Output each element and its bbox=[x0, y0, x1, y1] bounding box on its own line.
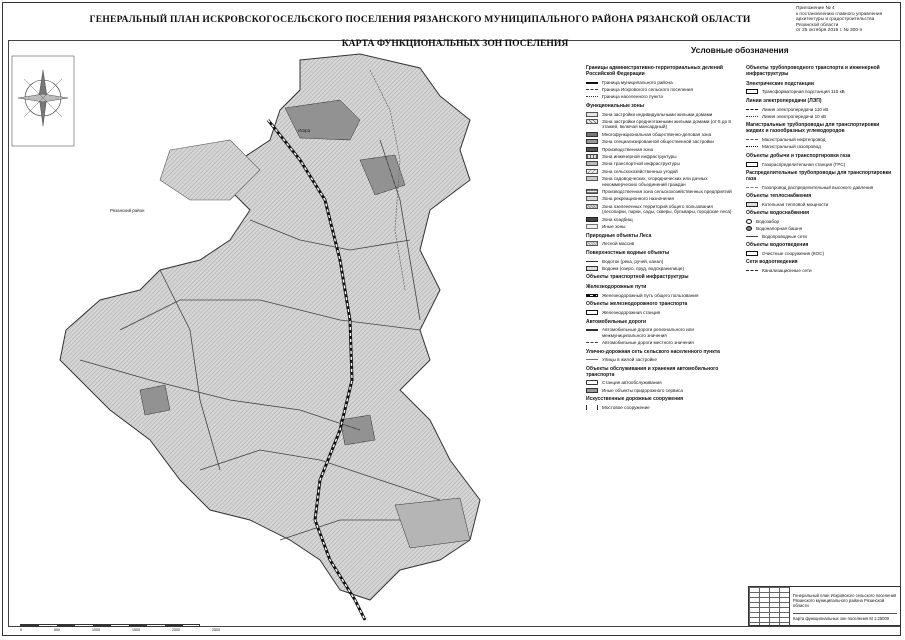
legend-item bbox=[746, 251, 896, 256]
legend-item bbox=[586, 169, 736, 174]
legend-item bbox=[746, 226, 896, 231]
legend-item bbox=[586, 224, 736, 229]
approval-line: Приложение № 4 bbox=[796, 6, 835, 11]
legend-item bbox=[586, 196, 736, 201]
legend-swatch bbox=[746, 146, 758, 148]
legend-swatch bbox=[746, 226, 752, 231]
legend-item-label: Трансформаторная подстанция 110 кВ bbox=[762, 89, 845, 95]
legend-item bbox=[586, 119, 736, 130]
legend-section-heading: Природные объекты Леса bbox=[586, 232, 652, 239]
legend-item-label: Автомобильные дороги регионального или межмуниципального значения bbox=[602, 327, 694, 338]
legend-swatch bbox=[586, 329, 598, 331]
legend-item bbox=[586, 189, 736, 194]
legend-swatch bbox=[746, 187, 758, 189]
legend-item bbox=[586, 327, 736, 338]
legend-item bbox=[586, 266, 736, 271]
legend-swatch bbox=[746, 270, 758, 272]
legend-item bbox=[586, 217, 736, 222]
legend-item-label: Зона садоводческих, огороднических или дачных некоммерческих объединений граждан bbox=[602, 176, 708, 187]
legend-section-heading: Объекты обслуживания и хранения автомобильного транспорта bbox=[586, 365, 719, 378]
legend-swatch bbox=[586, 224, 598, 229]
legend-item-label: Зона застройки индивидуальными жилыми домами bbox=[602, 111, 713, 117]
legend-item bbox=[586, 87, 736, 92]
legend-item bbox=[586, 357, 736, 362]
locator-inset bbox=[12, 56, 74, 146]
legend-swatch bbox=[746, 162, 758, 167]
legend-item bbox=[586, 241, 736, 246]
legend-item-label: Зона специализированной общественной застройки bbox=[602, 139, 714, 145]
legend-item-label: Зона сельскохозяйственных угодий bbox=[602, 168, 678, 174]
approval-line: к постановлению главного управления bbox=[796, 11, 883, 17]
legend-item bbox=[746, 219, 896, 224]
legend-item bbox=[586, 388, 736, 393]
legend-item bbox=[746, 137, 896, 142]
legend-section-heading: Поверхностные водные объекты bbox=[586, 249, 670, 256]
legend-item-label: Газопровод распределительный высокого давления bbox=[762, 184, 874, 190]
legend-swatch bbox=[586, 405, 598, 410]
map-title: ГЕНЕРАЛЬНЫЙ ПЛАН ИСКРОВСКОГОСЕЛЬСКОГО ПОСЕЛЕНИЯ РЯЗАНСКОГО МУНИЦИПАЛЬНОГО РАЙОНА РЯЗАНСКОЙ ОБЛАСТИ bbox=[89, 14, 751, 25]
legend-item-label: Очистные сооружения (КОС) bbox=[762, 251, 824, 257]
legend-section-heading: Функциональные зоны bbox=[586, 102, 644, 109]
legend-item-label: Железнодорожная станция bbox=[602, 310, 661, 316]
legend-item bbox=[746, 234, 896, 239]
legend-swatch bbox=[586, 132, 598, 137]
approval-line: Рязанской области bbox=[796, 22, 839, 28]
legend-item bbox=[586, 80, 736, 85]
scale-bar-graphic bbox=[20, 624, 200, 627]
place-label: Искра bbox=[298, 128, 311, 133]
legend-item bbox=[746, 268, 896, 273]
legend-item-label: Улицы в жилой застройке bbox=[602, 357, 657, 363]
legend-swatch bbox=[586, 82, 598, 84]
legend-item-label: Производственная зона bbox=[602, 146, 654, 152]
legend-item bbox=[586, 405, 736, 410]
legend-swatch bbox=[746, 89, 758, 94]
legend-item bbox=[586, 259, 736, 264]
legend-item-label: Магистральный газопровод bbox=[762, 144, 821, 150]
legend-item-label: Иные зоны bbox=[602, 224, 626, 230]
scale-label: 2500 bbox=[212, 628, 220, 632]
legend-swatch bbox=[586, 266, 598, 271]
legend-item bbox=[746, 162, 896, 167]
legend-item bbox=[586, 147, 736, 152]
legend-section-heading: Линии электропередачи (ЛЭП) bbox=[746, 97, 822, 104]
legend-item bbox=[746, 89, 896, 94]
legend-swatch bbox=[586, 169, 598, 174]
legend-swatch bbox=[586, 89, 598, 91]
legend-item bbox=[586, 310, 736, 315]
legend-column-left bbox=[586, 62, 736, 410]
scale-label: 1500 bbox=[132, 628, 140, 632]
legend-swatch bbox=[586, 294, 598, 297]
legend-item bbox=[746, 144, 896, 149]
legend-section-heading: Объекты железнодорожного транспорта bbox=[586, 301, 688, 308]
legend-item bbox=[586, 161, 736, 166]
title-block-scale: М 1:25000 bbox=[869, 616, 890, 621]
legend-swatch bbox=[586, 176, 598, 181]
legend-item-label: Канализационные сети bbox=[762, 268, 812, 274]
legend-item-label: Мостовое сооружение bbox=[602, 404, 650, 410]
legend-section-heading: Сети водоотведения bbox=[746, 259, 798, 266]
legend-item-label: Граница Искровского сельского поселения bbox=[602, 87, 693, 92]
legend-item-label: Производственная зона сельскохозяйственных предприятий bbox=[602, 189, 732, 195]
scale-label: 0 bbox=[20, 628, 22, 632]
legend bbox=[586, 45, 898, 504]
legend-item-label: Котельная тепловой мощности bbox=[762, 201, 829, 207]
legend-item-label: Железнодорожный путь общего пользования bbox=[602, 292, 699, 298]
legend-item-label: Автомобильные дороги местного значения bbox=[602, 340, 694, 346]
legend-item bbox=[746, 107, 896, 112]
legend-item-label: Водоем (озеро, пруд, водохранилище) bbox=[602, 265, 685, 271]
legend-item bbox=[746, 185, 896, 190]
legend-item-label: Иные объекты придорожного сервиса bbox=[602, 387, 683, 393]
legend-swatch bbox=[586, 241, 598, 246]
legend-item-label: Водонапорная башня bbox=[756, 226, 803, 232]
legend-item-label: Лесной массив bbox=[602, 241, 635, 247]
legend-swatch bbox=[586, 388, 598, 393]
legend-section-heading: Объекты водоснабжения bbox=[746, 210, 809, 217]
legend-swatch bbox=[586, 310, 598, 315]
title-block-grid bbox=[749, 587, 790, 625]
legend-item bbox=[586, 154, 736, 159]
scale-bar bbox=[20, 624, 220, 632]
legend-item-label: Граница населенного пункта bbox=[602, 94, 663, 100]
legend-swatch bbox=[586, 112, 598, 117]
legend-item-label: Линия электропередачи 10 кВ bbox=[762, 114, 827, 119]
title-block-sheet bbox=[793, 613, 897, 621]
approval-line: архитектуры и градостроительства bbox=[796, 17, 875, 23]
legend-swatch bbox=[586, 380, 598, 385]
legend-swatch bbox=[586, 139, 598, 144]
scale-label: 500 bbox=[54, 628, 60, 632]
legend-swatch bbox=[586, 217, 598, 222]
legend-swatch bbox=[586, 204, 598, 209]
legend-swatch bbox=[746, 116, 758, 118]
legend-item-label: Линия электропередачи 110 кВ bbox=[762, 106, 829, 112]
legend-item-label: Зона рекреационного назначения bbox=[602, 196, 674, 202]
legend-swatch bbox=[746, 202, 758, 207]
legend-swatch bbox=[586, 147, 598, 152]
legend-title: Условные обозначения bbox=[691, 45, 789, 55]
legend-item-label: Зона озелененных территорий общего пользования (лесопарки, парки, сады, скверы, бульвары, городские леса) bbox=[602, 203, 732, 215]
legend-item bbox=[586, 340, 736, 345]
legend-section-heading: Электрические подстанции bbox=[746, 80, 814, 87]
legend-section-heading: Искусственные дорожные сооружения bbox=[586, 396, 684, 403]
legend-section-heading: Объекты добычи и транспортировки газа bbox=[746, 152, 851, 159]
legend-item bbox=[586, 293, 736, 298]
legend-item bbox=[586, 176, 736, 187]
legend-item bbox=[586, 380, 736, 385]
legend-swatch bbox=[746, 109, 758, 111]
legend-swatch bbox=[746, 219, 752, 224]
title-block bbox=[748, 586, 901, 626]
legend-item bbox=[586, 132, 736, 137]
legend-section-heading: Объекты водоотведения bbox=[746, 242, 809, 249]
legend-item bbox=[586, 112, 736, 117]
legend-section-heading: Объекты транспортной инфраструктуры bbox=[586, 274, 689, 281]
legend-item-label: Магистральный нефтепровод bbox=[762, 137, 826, 142]
legend-swatch bbox=[746, 251, 758, 256]
legend-item-label: Газораспределительная станция (ГРС) bbox=[762, 161, 846, 167]
legend-item-label: Граница муниципального района bbox=[602, 79, 673, 85]
legend-item bbox=[746, 202, 896, 207]
legend-swatch bbox=[746, 139, 758, 141]
legend-section-heading: Железнодорожные пути bbox=[586, 284, 647, 291]
legend-section-heading: Распределительные трубопроводы для транспортировки газа bbox=[746, 170, 892, 182]
legend-item-label: Водозабор bbox=[756, 219, 780, 225]
legend-swatch bbox=[586, 189, 598, 194]
legend-item bbox=[586, 204, 736, 215]
legend-item-label: Зона застройки среднеэтажными жилыми домами (от 5 до 8 этажей, включая мансардный) bbox=[602, 119, 731, 130]
legend-section-heading: Объекты теплоснабжения bbox=[746, 193, 812, 200]
legend-item-label: Зона транспортной инфраструктуры bbox=[602, 161, 680, 167]
legend-item bbox=[586, 139, 736, 144]
legend-swatch bbox=[586, 161, 598, 166]
legend-swatch bbox=[586, 96, 598, 98]
legend-item bbox=[586, 94, 736, 99]
legend-swatch bbox=[586, 261, 598, 263]
legend-swatch bbox=[586, 196, 598, 201]
scale-bar-labels bbox=[20, 628, 220, 632]
legend-item-label: Водопроводные сети bbox=[762, 233, 807, 239]
title-block-text: Генеральный план Искровского сельского поселения Рязанского муниципального района Рязанской области bbox=[793, 593, 897, 608]
map-subtitle: КАРТА ФУНКЦИОНАЛЬНЫХ ЗОН ПОСЕЛЕНИЯ bbox=[341, 38, 569, 49]
legend-item bbox=[746, 114, 896, 119]
legend-swatch bbox=[586, 342, 598, 344]
legend-section-heading: Границы административно-территориальных делений Российской Федерации bbox=[586, 65, 724, 77]
legend-section-heading: Автомобильные дороги bbox=[586, 318, 647, 325]
legend-swatch bbox=[586, 359, 598, 361]
title-block-sheet-name: Карта функциональных зон поселения bbox=[793, 616, 869, 621]
legend-item-label: Зона кладбищ bbox=[602, 216, 633, 222]
place-label: Рязанский район bbox=[110, 208, 145, 213]
legend-column-right bbox=[746, 62, 896, 274]
legend-section-heading: Магистральные трубопроводы для транспортировки жидких и газообразных углеводородов bbox=[746, 122, 880, 135]
legend-item-label: Станция автообслуживания bbox=[602, 380, 662, 386]
scale-label: 1000 bbox=[92, 628, 100, 632]
scale-label: 2000 bbox=[172, 628, 180, 632]
legend-item-label: Зона инженерной инфраструктуры bbox=[602, 154, 677, 160]
legend-swatch bbox=[746, 236, 758, 238]
legend-item-label: Многофункциональная общественно-деловая зона bbox=[602, 131, 712, 137]
legend-section-heading: Объекты трубопроводного транспорта и инженерной инфраструктуры bbox=[746, 65, 880, 77]
approval-line: от 25 октября 2019 г. № 300-п bbox=[796, 28, 863, 34]
legend-swatch bbox=[586, 154, 598, 159]
legend-item-label: Водоток (река, ручей, канал) bbox=[602, 258, 664, 264]
legend-swatch bbox=[586, 119, 598, 124]
legend-section-heading: Улично-дорожная сеть сельского населенного пункта bbox=[586, 348, 720, 355]
